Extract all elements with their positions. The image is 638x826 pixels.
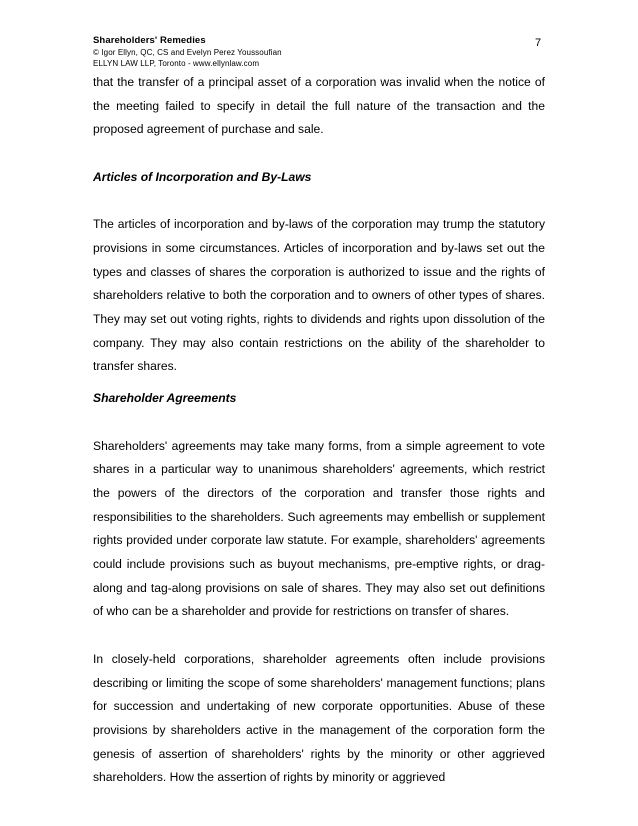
page-header	[93, 35, 548, 69]
header-firm: ELLYN LAW LLP, Toronto - www.ellynlaw.com	[93, 59, 260, 68]
page-number: 7	[535, 37, 542, 49]
section-heading-articles: Articles of Incorporation and By-Laws	[93, 169, 312, 184]
section-heading-shareholder-agreements: Shareholder Agreements	[93, 391, 237, 406]
page-body	[93, 71, 545, 790]
paragraph-shareholder-agreements: Shareholders' agreements may take many forms, from a simple agreement to vote shares in a particular way to unanimous shareholders' agreements, which restrict the powers of the directors of the corporation and transfer those rights and responsibilities to the shareholders. Such agreements may embellish or supplement rights provided under corporate law statute. For example, shareholders' agreements could include provisions such as buyout mechanisms, pre-emptive rights, or drag-along and tag-along provisions on sale of shares. They may also set out definitions of who can be a shareholder and provide for restrictions on transfer of shares.	[93, 438, 545, 619]
paragraph-closely-held: In closely-held corporations, shareholder agreements often include provisions describing or limiting the scope of some shareholders' management functions; plans for succession and undertaking of new corporate opportunities. Abuse of these provisions by shareholders active in the management of the corporation form the genesis of assertion of shareholders' rights by the minority or other aggrieved shareholders. How the assertion of rights by minority or aggrieved	[93, 651, 545, 785]
header-title: Shareholders' Remedies	[93, 35, 206, 46]
paragraph-articles: The articles of incorporation and by-laws of the corporation may trump the statutory provisions in some circumstances. Articles of incorporation and by-laws set out the types and classes of shares the corporation is authorized to issue and the rights of shareholders relative to both the corporation and to owners of other types of shares. They may set out voting rights, rights to dividends and rights upon dissolution of the company. They may also contain restrictions on the ability of the shareholder to transfer shares.	[93, 217, 545, 374]
paragraph-transfer-asset: that the transfer of a principal asset of a corporation was invalid when the notice of the meeting failed to specify in detail the full nature of the transaction and the proposed agreement of purchase and sale.	[93, 75, 545, 137]
header-copyright: © Igor Ellyn, QC, CS and Evelyn Perez Youssoufian	[93, 48, 282, 57]
